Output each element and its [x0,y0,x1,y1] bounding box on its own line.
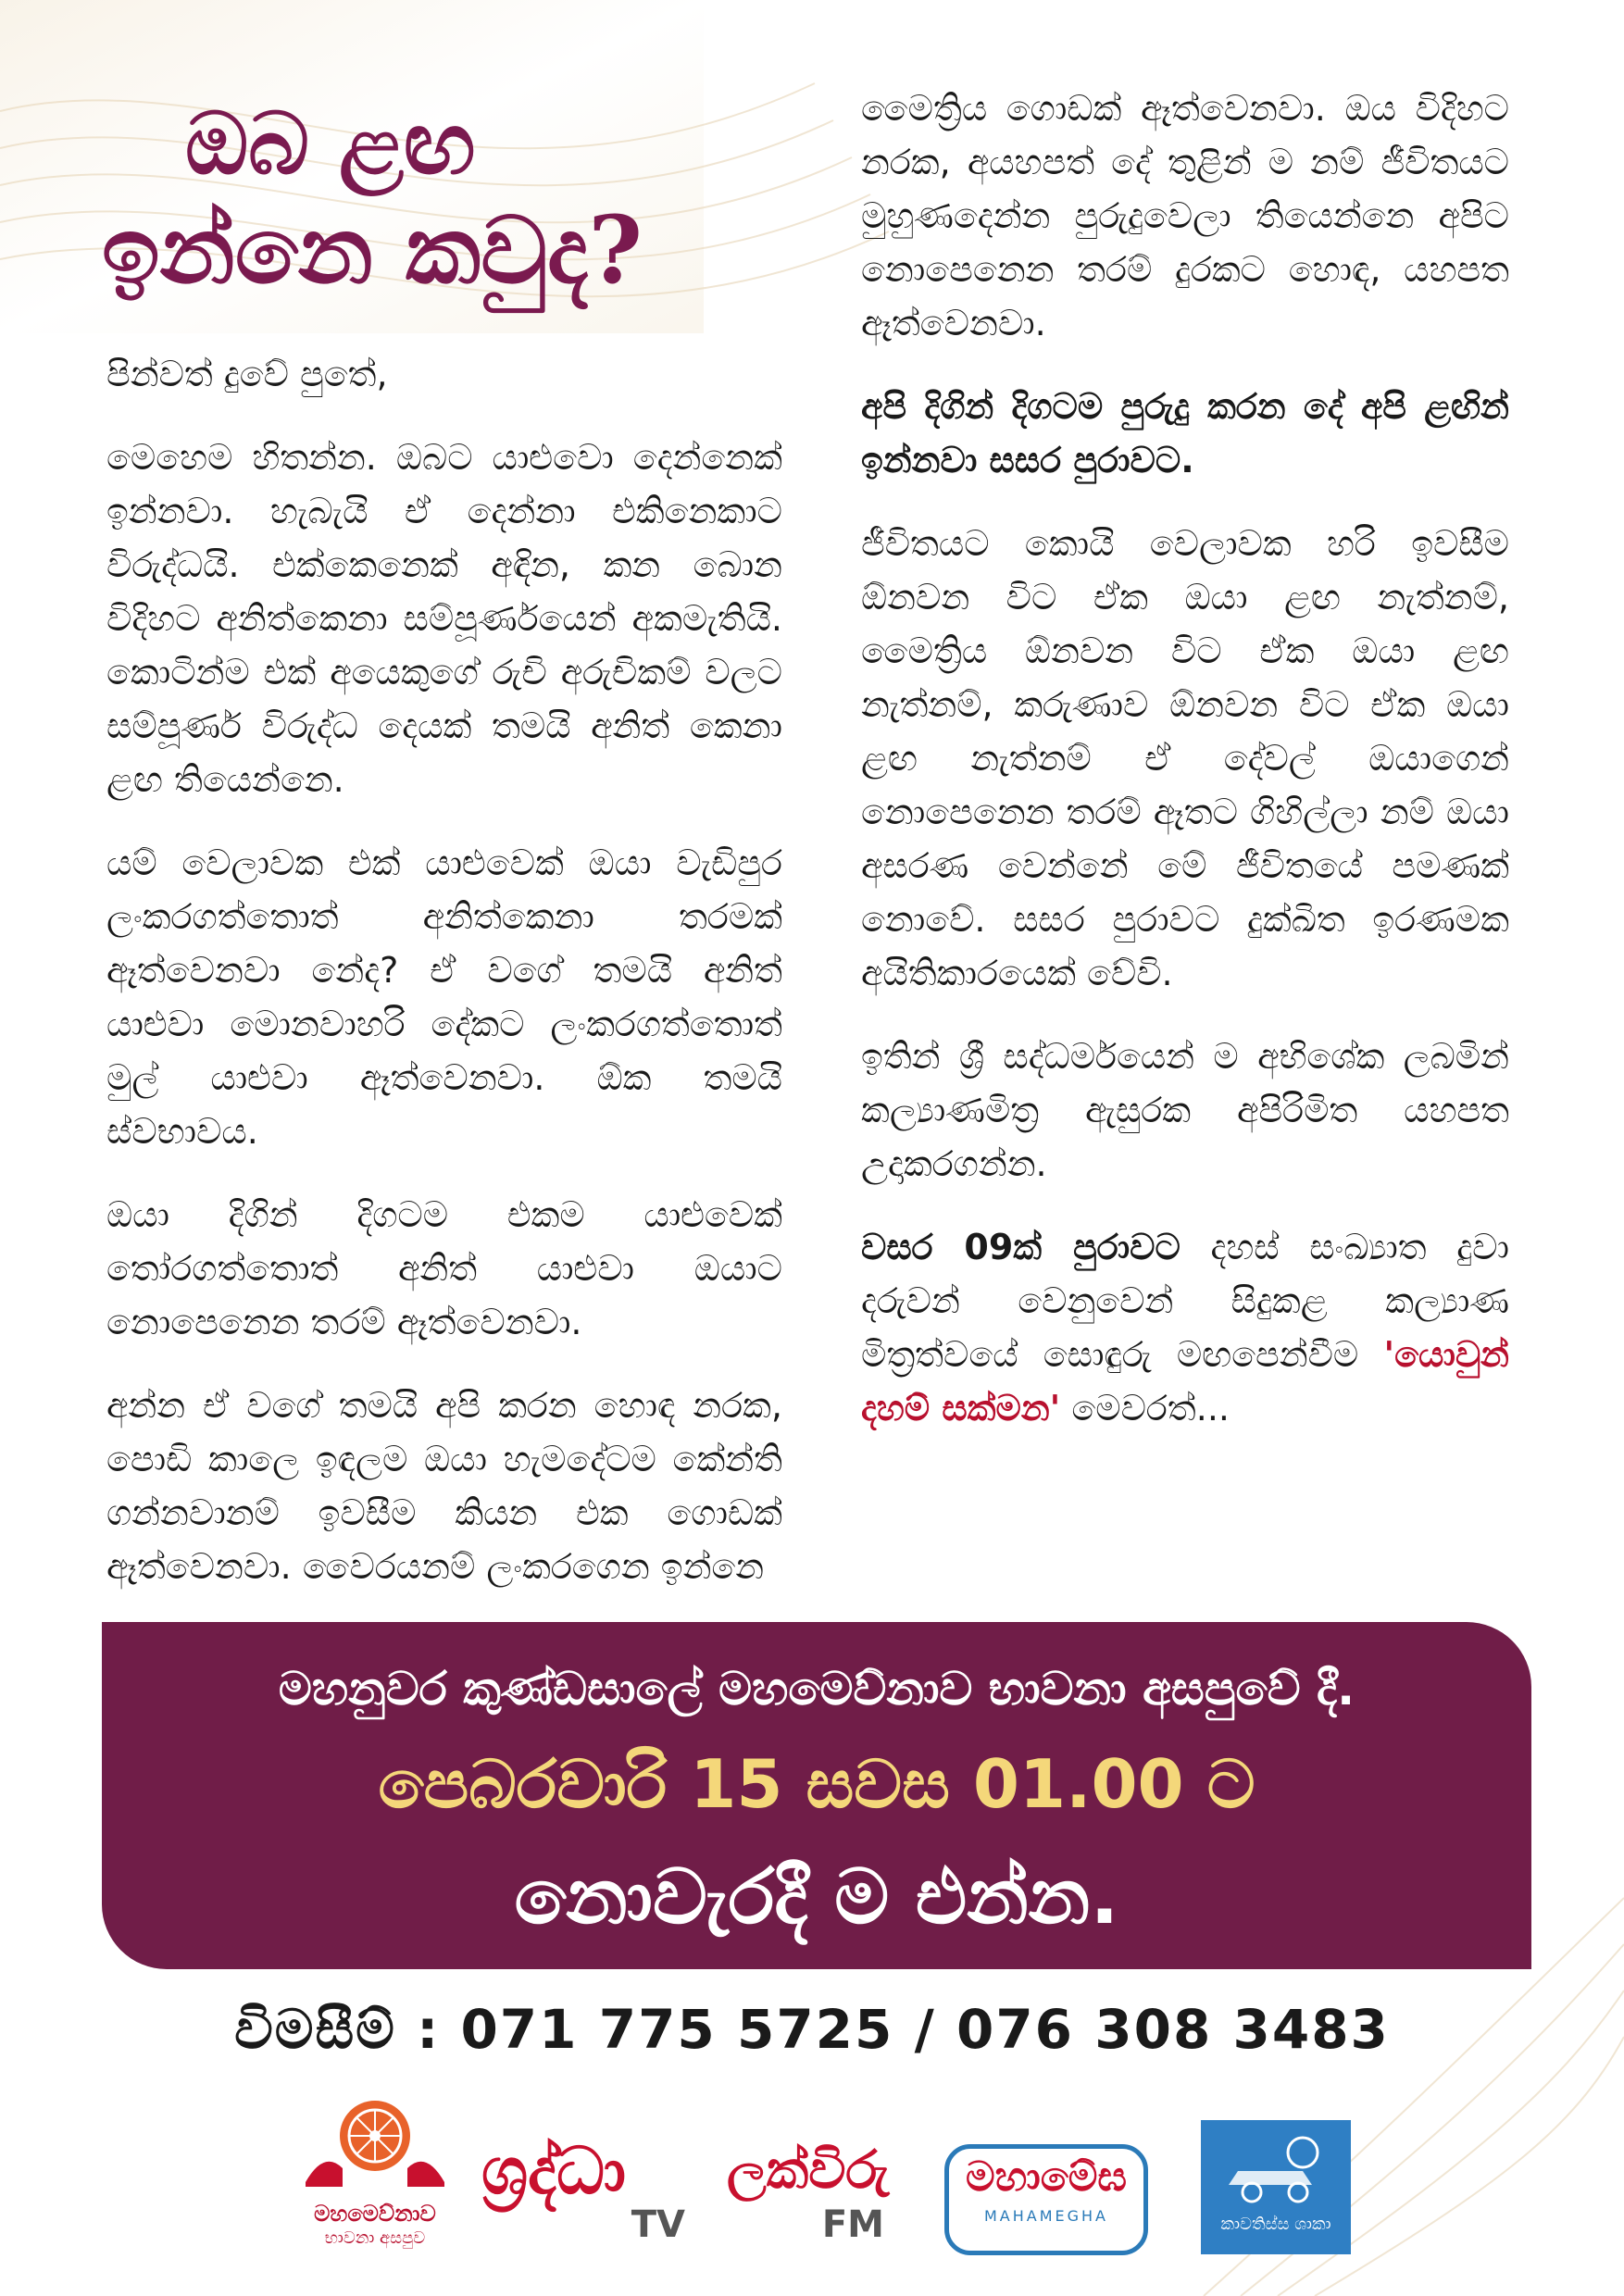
shraddha-tv-logo [481,2129,694,2250]
lakviru-name: ලක්විරු [727,2140,890,2201]
event-invitation: නොවැරදී ම එන්න. [514,1853,1119,1941]
contact-numbers: විමසීම් : 071 775 5725 / 076 308 3483 [234,1998,1390,2061]
event-datetime: පෙබරවාරි 15 සවස 01.00 ට [378,1745,1255,1823]
dharma-wheel-icon [296,2094,454,2196]
mahamevnawa-caption-2: භාවනා අසපුව [324,2228,426,2248]
mahamegha-logo [944,2144,1148,2255]
right-column [861,81,1509,1465]
right-paragraph-1: මෛත්‍රිය ගොඩක් ඈත්වෙනවා. ඔය විදිහට නරක, අයහපත් දේ තුළින් ම නම් ජීවිතයට මුහුණදෙන්න පුරුදුවෙලා තියෙන්නෙ අපිට නොපෙනෙන තරම් දුරකට හොඳ, යහපත ඈත්වෙනවා. [861,88,1509,343]
page-title [102,83,806,324]
kavathisa-logo [1201,2120,1351,2254]
mahamevnawa-caption-1: මහමෙව්නාව [314,2201,436,2227]
mahamevnawa-logo [296,2094,454,2261]
shraddha-name: ශ්‍රද්ධා [481,2133,627,2209]
years-highlight: වසර 09ක් පුරාවට [861,1227,1181,1267]
lakviru-fm-logo [727,2129,903,2250]
left-paragraph-2: මෙහෙම හිතන්න. ඔබට යාළුවො දෙන්නෙක් ඉන්නවා. හැබැයි ඒ දෙන්නා එකිනෙකාට විරුද්ධයි. එක්කෙනෙක් අඳින, කන බොන විදිහට අනිත්කෙනා සම්පූර්ණයෙන් අකමැතියි. කොටින්ම එක් අයෙකුගේ රුචි අරුචිකම් වලට සම්පූර්ණ විරුද්ධ දෙයක් තමයි අනිත් කෙනා ළඟ තියෙන්නෙ. [106,437,782,800]
chariot-icon [1201,2120,1351,2208]
mahamegha-name: මහාමේඝ [966,2153,1127,2201]
left-paragraph-4: ඔයා දිගින් දිගටම එකම යාළුවෙක් තෝරගත්තොත් අනිත් යාළුවා ඔයාට නොපෙනෙන තරම් ඈත්වෙනවා. [106,1194,782,1342]
greeting: පින්වත් දුවේ පුතේ, [106,354,388,394]
right-paragraph-5-text: දහස් සංඛ්‍යාත දුවා දරුවන් වෙනුවෙන් සිදුකළ කල්‍යාණ මිත්‍රත්වයේ සොඳුරු මඟපෙන්වීම [861,1227,1509,1375]
title-line-1: ඔබ ළඟ [185,94,476,193]
right-paragraph-5-end: මෙවරත්... [1060,1388,1230,1429]
event-location: මහනුවර කුණ්ඩසාලේ මහමෙව්නාව භාවනා අසපුවේ දී. [278,1662,1355,1716]
shraddha-tv-label: TV [631,2203,685,2246]
left-paragraph-5: අන්න ඒ වගේ තමයි අපි කරන හොඳ නරක, පොඩි කාලෙ ඉඳලම ඔයා හැමදේටම කේන්ති ගන්නවානම් ඉවසීම කියන එක ගොඩක් ඈත්වෙනවා. වෛරයනම් ලංකරගෙන ඉන්නෙ [106,1385,782,1587]
right-paragraph-4: ඉතින් ශ්‍රී සද්ධර්මයෙන් ම අභිශේක ලබමින් කල්‍යාණමිත්‍ර ඇසුරක අපිරිමිත යහපත උදාකරගන්න. [861,1036,1509,1184]
kavathisa-name: කාවතිස්ස ශාකා [1220,2215,1331,2234]
right-paragraph-2-bold: අපි දිගින් දිගටම පුරුදු කරන දේ අපි ළඟින් ඉන්නවා සසර පුරාවට. [861,386,1509,480]
right-paragraph-3: ජීවිතයට කොයි වෙලාවක හරි ඉවසීම ඕනවන විට ඒක ඔයා ළඟ නැත්නම්, මෛත්‍රිය ඕනවන විට ඒක ඔයා ළඟ නැත්නම්, කරුණාව ඕනවන විට ඒක ඔයා ළඟ නැත්නම් ඒ දේවල් ඔයාගෙන් නොපෙනෙන තරම් ඈතට ගිහිල්ලා නම් ඔයා අසරණ වෙන්නේ මේ ජීවිතයේ පමණක් නොවේ. සසර පුරාවට දුක්ඛිත ඉරණමක අයිතිකාරයෙක් වේවි. [861,523,1509,993]
program-name: 'යොවුන් දහම් සක්මන' [861,1334,1509,1429]
mahamegha-english: MAHAMEGHA [983,2207,1108,2225]
title-line-2: ඉන්නෙ කවුද? [102,195,643,305]
left-column [106,347,782,1623]
lakviru-fm-label: FM [821,2203,884,2246]
event-banner [102,1622,1531,1969]
left-paragraph-3: යම් වෙලාවක එක් යාළුවෙක් ඔයා වැඩිපුර ලංකරගත්තොත් අනිත්කෙනා තරමක් ඈත්වෙනවා නේද? ඒ වගේ තමයි අනිත් යාළුවා මොනවාහරි දේකට ලංකරගත්තොත් මුල් යාළුවා ඈත්වෙනවා. ඕක තමයි ස්වභාවය. [106,842,782,1152]
right-paragraph-5 [861,1220,1509,1435]
